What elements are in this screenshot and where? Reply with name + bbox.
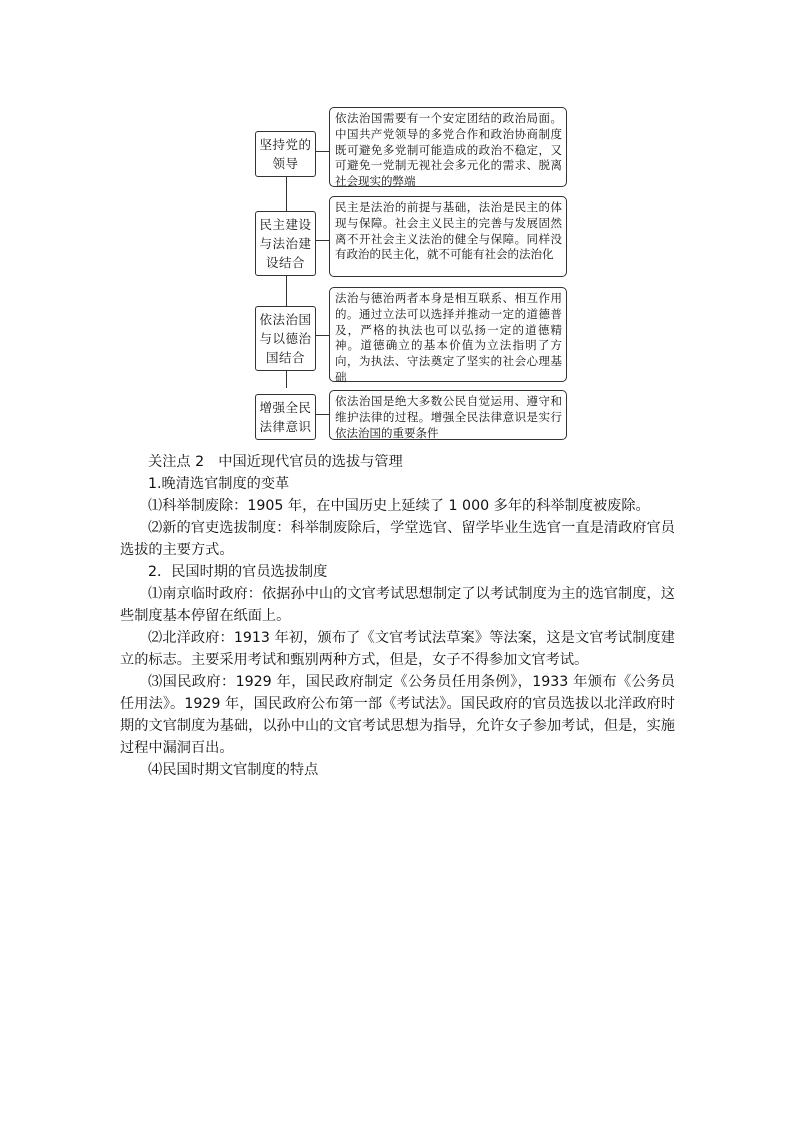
- connector-line-2: [316, 240, 329, 241]
- paragraph: ⑷民国时期文官制度的特点: [148, 762, 319, 778]
- connector-line-1: [316, 151, 329, 152]
- concept-diagram: [0, 0, 794, 450]
- document-body: [120, 451, 675, 781]
- paragraph: ⑴南京临时政府：依据孙中山的文官考试思想制定了以考试制度为主的选官制度，这些制度基本停留在纸面上。: [120, 586, 675, 624]
- diagram-detail-party-leadership: 依法治国需要有一个安定团结的政治局面。中国共产党领导的多党合作和政治协商制度既可避免多党制可能造成的政治不稳定，又可避免一党制无视社会多元化的需求、脱离社会现实的弊端: [329, 107, 567, 187]
- paragraph: ⑴科举制废除：1905 年，在中国历史上延续了 1 000 多年的科举制度被废除。: [148, 498, 650, 514]
- diagram-node-democracy-rule-of-law: [255, 211, 316, 276]
- diagram-detail-law-and-virtue: 法治与德治两者本身是相互联系、相互作用的。通过立法可以选择并推动一定的道德普及，严格的执法也可以弘扬一定的道德精神。道德确立的基本价值为立法指明了方向，为执法、守法奠定了坚实的社会心理基础: [329, 287, 567, 382]
- paragraph: ⑵新的官吏选拔制度：科举制废除后，学堂选官、留学毕业生选官一直是清政府官员选拔的主要方式。: [120, 520, 675, 558]
- diagram-detail-democracy-rule-of-law: 民主是法治的前提与基础，法治是民主的体现与保障。社会主义民主的完善与发展固然离不开社会主义法治的健全与保障。同样没有政治的民主化，就不可能有社会的法治化: [329, 196, 567, 277]
- connector-line-4: [316, 414, 329, 415]
- node-label-line: 国结合: [265, 350, 305, 365]
- subsection-heading: 2．民国时期的官员选拔制度: [148, 564, 328, 580]
- node-label-line: 与以德治: [259, 331, 312, 346]
- paragraph: ⑵北洋政府：1913 年初，颁布了《文官考试法草案》等法案，这是文官考试制度建立的标志。主要采用考试和甄别两种方式，但是，女子不得参加文官考试。: [120, 630, 675, 668]
- node-label-line: 增强全民: [259, 400, 312, 415]
- section-heading: 关注点 2 中国近现代官员的选拔与管理: [148, 454, 403, 470]
- subsection-heading: 1.晚清选官制度的变革: [148, 476, 290, 492]
- node-label-line: 坚持党的: [259, 137, 312, 152]
- diagram-node-party-leadership: [255, 131, 316, 177]
- diagram-node-legal-awareness: [255, 394, 316, 440]
- node-label-line: 设结合: [265, 255, 305, 270]
- node-label-line: 依法治国: [259, 312, 312, 327]
- node-label-line: 领导: [272, 156, 299, 171]
- paragraph: ⑶国民政府：1929 年，国民政府制定《公务员任用条例》，1933 年颁布《公务员任用法》。1929 年，国民政府公布第一部《考试法》。国民政府的官员选拔以北洋政府时期的文官制度为基础，以孙中山的文官考试思想为指导，允许女子参加考试，但是，实施过程中漏洞百出。: [120, 674, 675, 756]
- connector-line-3: [316, 335, 329, 336]
- node-label-line: 与法治建: [259, 236, 312, 251]
- diagram-detail-legal-awareness: 依法治国是绝大多数公民自觉运用、遵守和维护法律的过程。增强全民法律意识是实行依法治国的重要条件: [329, 390, 567, 440]
- node-label-line: 法律意识: [259, 419, 312, 434]
- node-label-line: 民主建设: [259, 217, 312, 232]
- diagram-node-law-and-virtue: [255, 306, 316, 371]
